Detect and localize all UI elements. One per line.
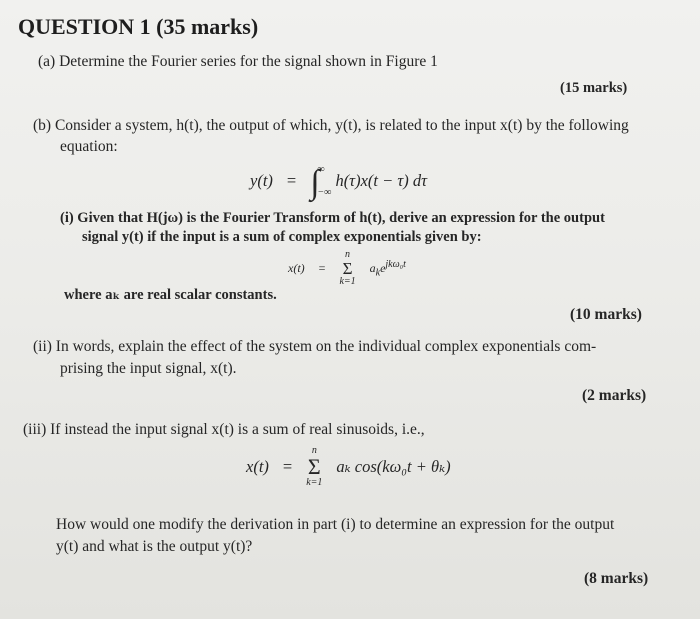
part-b-i-line2: signal y(t) if the input is a sum of complex exponentials given by: [82,229,482,245]
part-b-ii-line1: (ii) In words, explain the effect of the system on the individual complex exponentials com- [33,338,597,355]
part-a-text-line: (a) Determine the Fourier series for the signal shown in Figure 1 [38,53,438,70]
question-title: QUESTION 1 (35 marks) [18,14,259,39]
convolution-equation [250,164,428,201]
eq1-lower-limit: −∞ [317,187,332,198]
part-b-intro-line1: (b) Consider a system, h(t), the output of which, y(t), is related to the input x(t) by the following [33,117,629,134]
eq2-lhs: x(t) [288,261,305,275]
eq2-sum-lower: k=1 [339,276,356,287]
eq1-upper-limit: ∞ [317,164,325,175]
eq2-equals: = [318,261,326,275]
eq3-rhs: aₖ cos(kω₀t + θₖ) [336,457,451,476]
real-sinusoid-equation [246,446,451,488]
part-b-iii-question2: y(t) and what is the output y(t)? [56,538,253,555]
eq1-equals: = [286,171,297,190]
part-b-intro-line2: equation: [60,138,118,155]
part-b-ii-marks: (2 marks) [582,387,647,404]
eq3-sum-upper: n [311,445,317,456]
part-b-i-marks: (10 marks) [570,306,642,323]
eq3-lhs: x(t) [246,457,269,476]
part-b-iii-line1: (iii) If instead the input signal x(t) is a sum of real sinusoids, i.e., [23,421,425,438]
eq2-summation: n Σ k=1 [339,249,356,287]
part-b-i-line1: (i) Given that H(jω) is the Fourier Transform of h(t), derive an expression for the output [60,210,605,226]
eq1-rhs: h(τ)x(t − τ) dτ [335,171,428,190]
part-b-iii-marks: (8 marks) [584,570,649,587]
integral-sign: ∫ ∞ −∞ h(τ)x(t − τ) dτ [310,164,428,201]
eq3-sum-lower: k=1 [306,477,323,488]
part-b-ii-line2: prising the input signal, x(t). [60,360,237,377]
eq2-sum-upper: n [345,249,351,260]
eq2-rhs: $a_ke^{jk\omega_0t}$ [369,258,406,279]
eq3-summation: n Σ k=1 [306,445,323,488]
eq3-equals: = [282,457,293,476]
eq1-lhs: y(t) [250,171,273,190]
part-b-iii-question1: How would one modify the derivation in part (i) to determine an expression for the output [56,516,615,533]
part-a-marks: (15 marks) [560,80,628,96]
where-constants: where aₖ are real scalar constants. [64,287,277,303]
complex-exponential-equation [288,250,406,287]
